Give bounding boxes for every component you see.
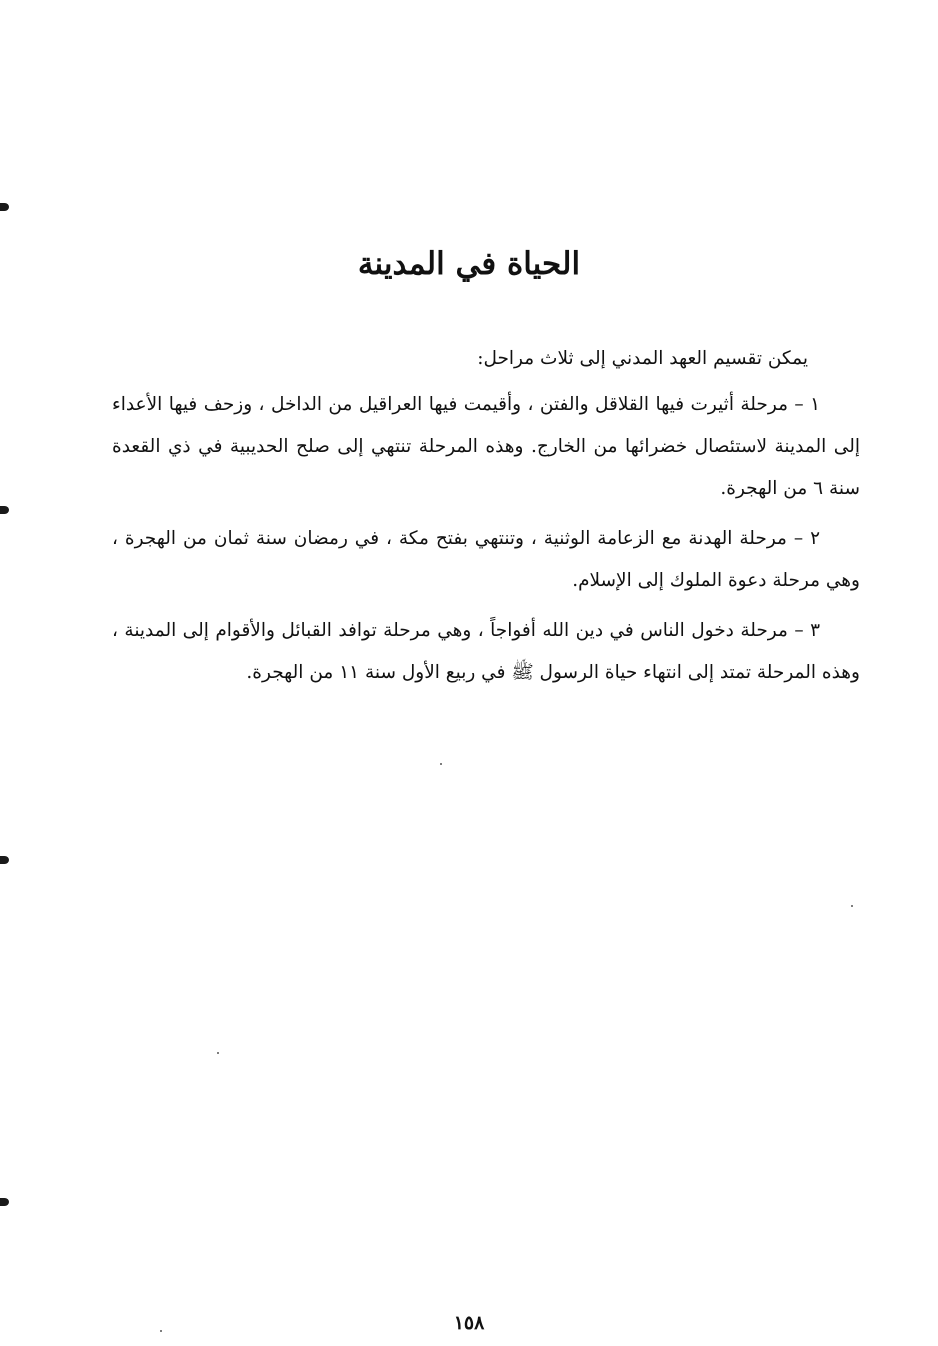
page-title: الحياة في المدينة [357, 245, 581, 282]
scan-speck [851, 905, 853, 907]
scan-speck [217, 1052, 219, 1054]
stage-paragraph-2: ٢ – مرحلة الهدنة مع الزعامة الوثنية ، وتنتهي بفتح مكة ، في رمضان سنة ثمان من الهجرة ، وهي مرحلة دعوة الملوك إلى الإسلام. [112, 528, 860, 591]
stage-paragraph-3: ٣ – مرحلة دخول الناس في دين الله أفواجاً ، وهي مرحلة توافد القبائل والأقوام إلى المدينة ، وهذه المرحلة تمتد إلى انتهاء حياة الرسول ﷺ في ربيع الأول سنة ١١ من الهجرة. [112, 620, 860, 683]
binding-mark [0, 1198, 9, 1206]
binding-mark [0, 856, 9, 864]
scan-speck [440, 763, 442, 765]
binding-mark [0, 506, 9, 514]
intro-paragraph: يمكن تقسيم العهد المدني إلى ثلاث مراحل: [477, 348, 808, 369]
stage-paragraph-1: ١ – مرحلة أثيرت فيها القلاقل والفتن ، وأقيمت فيها العراقيل من الداخل ، وزحف فيها الأعداء إلى المدينة لاستئصال خضرائها من الخارج. وهذه المرحلة تنتهي إلى صلح الحديبية في ذي القعدة سنة ٦ من الهجرة. [112, 394, 860, 499]
binding-mark [0, 203, 9, 211]
body-text [112, 338, 860, 702]
page-number: ١٥٨ [453, 1312, 485, 1334]
